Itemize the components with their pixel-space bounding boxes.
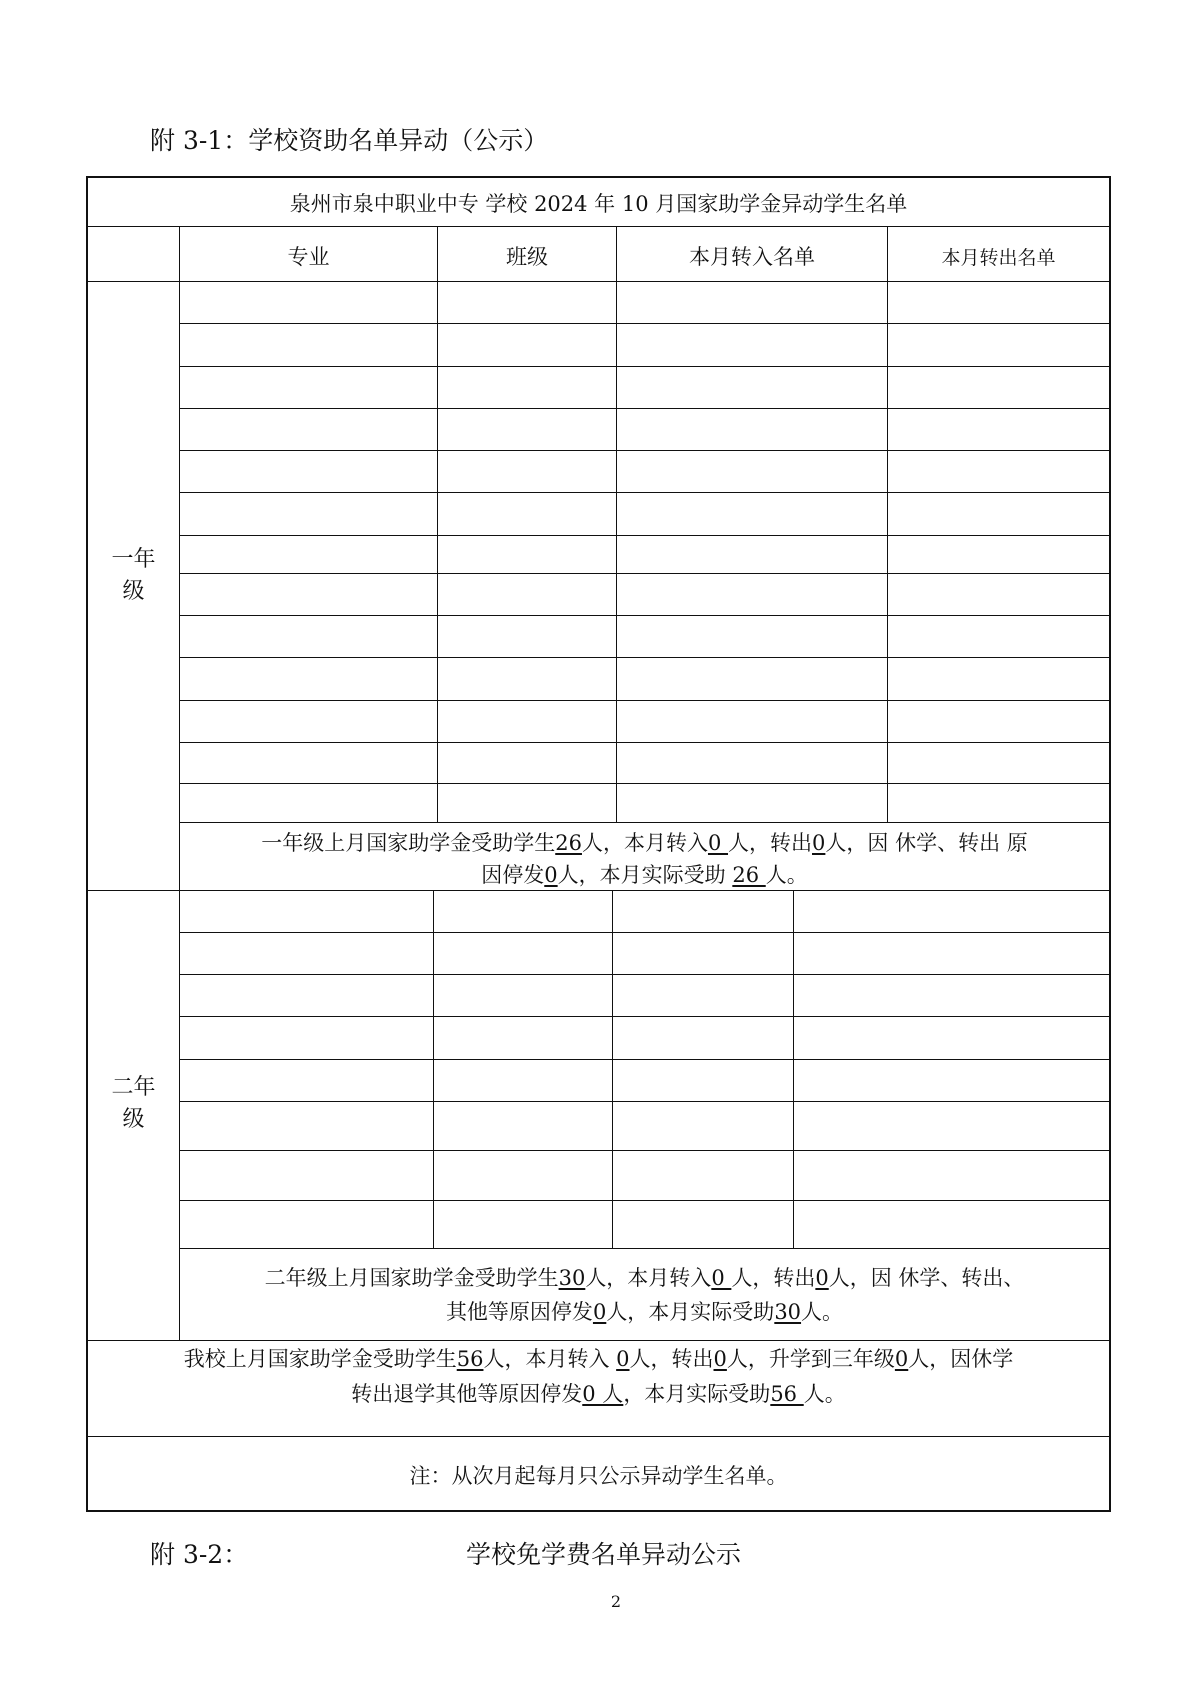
- table-border-top: [86, 176, 1111, 178]
- table-title: 泉州市泉中职业中专 学校 2024 年 10 月国家助学金异动学生名单: [289, 192, 908, 216]
- grade2-row-line: [179, 1200, 1110, 1201]
- header-divider-3: [887, 226, 888, 822]
- school-summary-text: 人。: [803, 1382, 846, 1406]
- school-transfer-out-count: 0: [713, 1347, 727, 1371]
- grade1-row-line: [179, 615, 1110, 616]
- page-number: 2: [610, 1592, 622, 1611]
- header-row-divider: [86, 281, 1111, 282]
- grade2-divider-2: [612, 890, 613, 1248]
- grade1-row-line: [179, 323, 1110, 324]
- grade2-label-line1: 二年: [111, 1075, 156, 1100]
- grade1-transfer-in-count: 0: [707, 831, 729, 855]
- grade1-summary-text: 一年级上月国家助学金受助学生: [261, 831, 556, 855]
- grade2-summary-text: 人，本月实际受助: [606, 1300, 775, 1324]
- grade1-label-line1: 一年: [111, 547, 156, 572]
- grade2-stopped-count: 0: [592, 1300, 607, 1324]
- header-class: 班级: [506, 245, 548, 269]
- grade2-row-line: [179, 1248, 1110, 1249]
- school-summary-text: 人，升学到三年级: [726, 1347, 895, 1371]
- grade1-summary-text: 人。: [765, 863, 808, 887]
- header-divider-2: [616, 226, 617, 822]
- school-summary-text: 转出退学其他等原因停发: [351, 1382, 583, 1406]
- school-summary-text: 我校上月国家助学金受助学生: [183, 1347, 457, 1371]
- grade2-row-line: [179, 974, 1110, 975]
- grade2-summary-text: 二年级上月国家助学金受助学生: [264, 1266, 559, 1290]
- grade2-summary-text: 人，转出: [731, 1266, 816, 1290]
- school-summary-text: 人，因休学: [908, 1347, 1014, 1371]
- grade1-row-line: [179, 657, 1110, 658]
- grade2-summary-text: 其他等原因停发: [445, 1300, 593, 1324]
- grade2-row-line: [179, 1101, 1110, 1102]
- grade2-row-line: [179, 1016, 1110, 1017]
- grade1-summary-text: 人，本月转入: [581, 831, 708, 855]
- grade2-row-line: [179, 932, 1110, 933]
- table-border-bottom: [86, 1510, 1111, 1512]
- grade1-last-month-count: 26: [555, 831, 582, 855]
- grade1-row-line: [179, 366, 1110, 367]
- grade1-summary: [180, 827, 1109, 891]
- grade1-row-line: [179, 408, 1110, 409]
- grade2-divider-1: [433, 890, 434, 1248]
- grade1-row-line: [179, 450, 1110, 451]
- grade2-row-line: [179, 1150, 1110, 1151]
- grade1-row-line: [179, 573, 1110, 574]
- grade1-row-line: [179, 535, 1110, 536]
- table-note: 注：从次月起每月只公示异动学生名单。: [409, 1464, 788, 1488]
- table-border-left: [86, 176, 88, 1512]
- grade2-actual-count: 30: [774, 1300, 802, 1324]
- grade1-stopped-count: 0: [544, 863, 558, 887]
- school-summary-divider: [86, 1436, 1111, 1437]
- grade2-divider-3: [793, 890, 794, 1248]
- grade2-summary-text: 人。: [801, 1300, 844, 1324]
- title-row-divider: [86, 226, 1111, 227]
- grade1-summary-text: 人，本月实际受助: [557, 863, 733, 887]
- grade1-actual-count: 26: [732, 863, 766, 887]
- heading-attachment-3-2-label: 附 3-2：: [150, 1540, 249, 1569]
- header-divider-grade: [179, 226, 180, 890]
- grade1-summary-text: 人，转出: [728, 831, 813, 855]
- header-transfer-in: 本月转入名单: [689, 245, 815, 269]
- table-border-right: [1109, 176, 1111, 1512]
- grade1-row-line: [179, 492, 1110, 493]
- school-last-month-count: 56: [456, 1347, 484, 1371]
- grade1-row-line: [179, 783, 1110, 784]
- grade1-row-line: [179, 700, 1110, 701]
- school-summary: [88, 1342, 1109, 1412]
- school-summary-text: ，本月实际受助: [623, 1382, 771, 1406]
- header-major: 专业: [287, 245, 330, 269]
- grade2-transfer-in-count: 0: [711, 1266, 732, 1290]
- header-divider-1: [437, 226, 438, 822]
- grade2-summary: [180, 1261, 1109, 1329]
- school-actual-count: 56: [770, 1382, 804, 1406]
- grade1-summary-text: 人，因 休学、转出 原: [825, 831, 1028, 855]
- grade1-transfer-out-count: 0: [812, 831, 826, 855]
- grade1-summary-text: 因停发: [481, 863, 545, 887]
- heading-attachment-3-1: 附 3-1：学校资助名单异动（公示）: [150, 126, 549, 155]
- grade2-summary-text: 人，因 休学、转出、: [828, 1266, 1025, 1290]
- grade2-last-month-count: 30: [558, 1266, 586, 1290]
- school-summary-text: 人，本月转入: [483, 1347, 617, 1371]
- grade2-label-line2: 级: [122, 1107, 145, 1132]
- grade1-row-line: [179, 822, 1110, 823]
- grade2-row-line: [179, 1059, 1110, 1060]
- grade1-label-line2: 级: [122, 579, 145, 604]
- header-transfer-out: 本月转出名单: [941, 247, 1056, 269]
- grade2-transfer-out-count: 0: [815, 1266, 829, 1290]
- heading-attachment-3-2-title: 学校免学费名单异动公示: [466, 1540, 742, 1569]
- grade2-bottom-divider: [86, 1340, 1111, 1341]
- school-transfer-in-count: 0: [616, 1347, 630, 1371]
- grade2-summary-text: 人，本月转入: [585, 1266, 712, 1290]
- school-stopped-count: 0 人: [582, 1382, 624, 1406]
- grade1-row-line: [179, 742, 1110, 743]
- school-summary-text: 人，转出: [629, 1347, 714, 1371]
- school-promoted-count: 0: [894, 1347, 909, 1371]
- grade1-bottom-divider: [86, 890, 1111, 891]
